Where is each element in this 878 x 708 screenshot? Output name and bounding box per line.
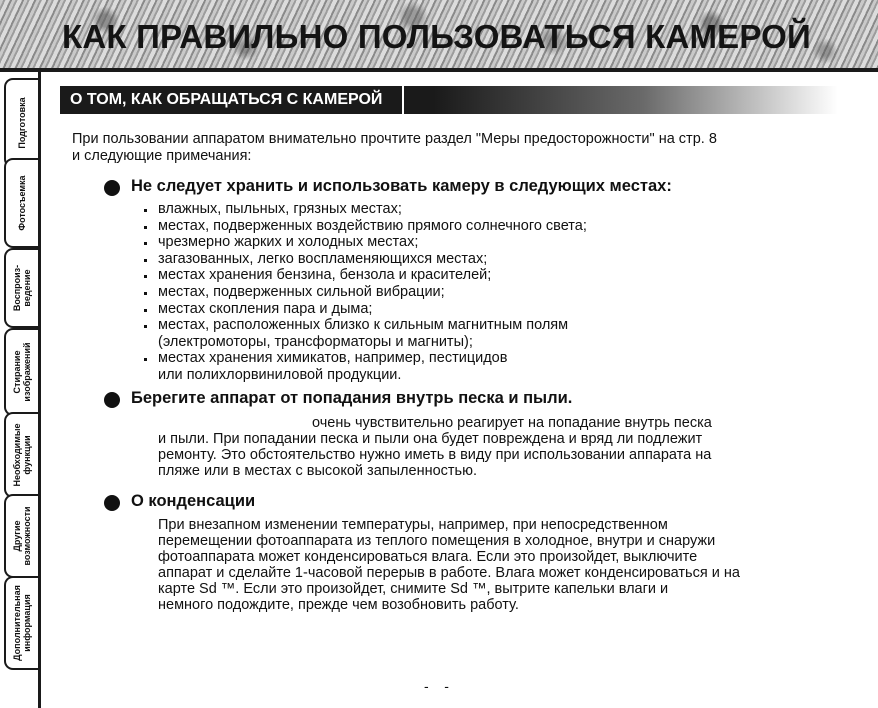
condensation-line: фотоаппарата может конденсироваться влага. Если это произойдет, выключите	[158, 549, 698, 565]
sand-line: очень чувствительно реагирует на попадание внутрь песка	[312, 415, 712, 431]
tab-other[interactable]	[4, 494, 38, 578]
list-item-text: местах хранения бензина, бензола и красителей;	[158, 267, 492, 284]
list-item-text: местах, подверженных сильной вибрации;	[158, 283, 445, 300]
tab-label: Фотосъемка	[17, 175, 27, 231]
sand-heading: Берегите аппарат от попадания внутрь песка и пыли.	[131, 389, 573, 407]
tab-functions[interactable]	[4, 412, 38, 498]
condensation-heading: О конденсации	[131, 492, 256, 510]
list-item	[144, 284, 587, 301]
tab-label: Подготовка	[17, 97, 27, 149]
sand-line: и пыли. При попадании песка и пыли она будет повреждена и вряд ли подлежит	[158, 431, 703, 447]
condensation-line: При внезапном изменении температуры, например, при непосредственном	[158, 517, 668, 533]
list-item	[144, 267, 587, 284]
condensation-line: перемещении фотоаппарата из теплого помещения в холодное, внутри и снаружи	[158, 533, 716, 549]
list-item	[144, 234, 587, 251]
bullet-dot	[104, 495, 120, 511]
header-banner	[0, 0, 878, 68]
page-number: - -	[424, 678, 449, 694]
list-item	[144, 201, 587, 218]
tab-playback[interactable]	[4, 248, 38, 328]
intro-line: и следующие примечания:	[72, 148, 252, 164]
list-item	[144, 317, 587, 350]
sand-line: пляже или в местах с высокой запыленностью.	[158, 463, 477, 479]
tab-additional-info[interactable]	[4, 576, 38, 670]
list-item-text: местах, подверженных воздействию прямого солнечного света;	[158, 217, 587, 234]
tab-label: Необходимые функции	[12, 423, 32, 487]
list-item-text: влажных, пыльных, грязных местах;	[158, 201, 402, 217]
tab-preparation[interactable]	[4, 78, 38, 168]
list-item-text: местах, расположенных близко к сильным магнитным полям	[158, 317, 569, 334]
list-item-text: загазованных, легко воспламеняющихся местах;	[158, 250, 488, 267]
tab-shooting[interactable]	[4, 158, 38, 248]
tab-label: Дополнительная информация	[12, 585, 32, 661]
condensation-line: немного подождите, прежде чем возобновить работу.	[158, 597, 519, 613]
list-item-text: местах хранения химикатов, например, пестицидов	[158, 350, 508, 367]
page-title: КАК ПРАВИЛЬНО ПОЛЬЗОВАТЬСЯ КАМЕРОЙ	[62, 18, 811, 55]
storage-list	[144, 201, 587, 384]
list-item-text: местах скопления пара и дыма;	[158, 300, 373, 317]
bullet-dot	[104, 180, 120, 196]
sand-line: ремонту. Это обстоятельство нужно иметь в виду при использовании аппарата на	[158, 447, 712, 463]
tab-label: Другие возможности	[12, 506, 32, 566]
tab-label: Воспроиз- ведение	[12, 264, 32, 312]
tab-label: Стирание изображений	[12, 342, 32, 402]
list-item-continuation: (электромоторы, трансформаторы и магниты);	[158, 333, 473, 350]
header-rule	[0, 68, 878, 72]
list-item	[144, 218, 587, 235]
list-item-continuation: или полихлорвиниловой продукции.	[158, 366, 402, 383]
section-title: О ТОМ, КАК ОБРАЩАТЬСЯ С КАМЕРОЙ	[70, 91, 383, 108]
condensation-line: аппарат и сделайте 1-часовой перерыв в работе. Влага может конденсироваться и на	[158, 565, 740, 581]
intro-line: При пользовании аппаратом внимательно прочтите раздел "Меры предосторожности" на стр. 8	[72, 131, 717, 147]
bullet-dot	[104, 392, 120, 408]
list-item	[144, 251, 587, 268]
storage-heading: Не следует хранить и использовать камеру в следующих местах:	[131, 177, 672, 195]
condensation-line: карте Sd ™. Если это произойдет, снимите Sd ™, вытрите капельки влаги и	[158, 581, 669, 597]
list-item-text: чрезмерно жарких и холодных местах;	[158, 234, 419, 251]
section-bar-separator	[402, 86, 404, 114]
tab-erasing[interactable]	[4, 328, 38, 416]
list-item	[144, 350, 587, 383]
list-item	[144, 301, 587, 318]
section-bar	[60, 86, 838, 114]
margin-line	[38, 68, 41, 708]
